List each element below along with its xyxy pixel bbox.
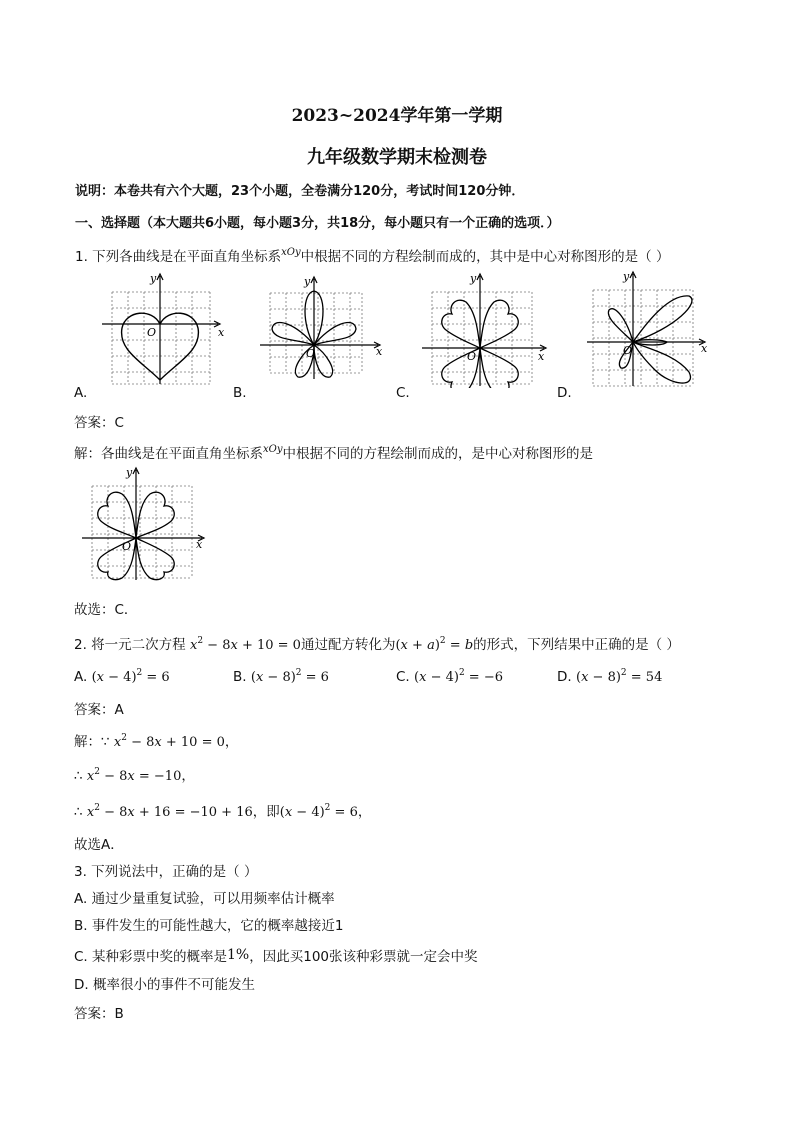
q1-figure-a xyxy=(100,270,230,390)
q1-stem xyxy=(75,245,669,265)
axis-x-label: x xyxy=(701,342,708,355)
q2-answer: 答案：A xyxy=(74,702,124,718)
q1-conclusion: 故选：C． xyxy=(74,602,138,618)
q2-solution-label: 解： xyxy=(74,734,101,750)
q2-step3-result: $(x - 4)^2 = 6$ xyxy=(279,803,358,820)
q2-option-a-expr: $(x - 4)^2 = 6$ xyxy=(91,668,170,685)
section-heading: 一、选择题（本大题共6小题，每小题3分，共18分，每小题只有一个正确的选项．） xyxy=(75,216,560,231)
q2-step2-expr: $x^2 - 8x = -10$ xyxy=(86,767,182,784)
q1-solution-figure xyxy=(80,466,212,582)
q1-solution-text-2: 中根据不同的方程绘制而成的，是中心对称图形的是 xyxy=(282,446,593,462)
q1-figure-b xyxy=(258,275,388,385)
q2-conclusion: 故选A． xyxy=(74,837,124,853)
axis-y-label: y xyxy=(150,272,157,285)
q3-option-c-text: C. 某种彩票中奖的概率是 xyxy=(74,949,228,965)
therefore-symbol: ∴ xyxy=(74,804,83,820)
q1-option-a[interactable]: A. xyxy=(74,385,88,401)
therefore-symbol: ∴ xyxy=(74,768,83,784)
because-symbol: ∵ xyxy=(101,734,110,750)
q1-coord-label: xOy xyxy=(263,444,283,455)
q1-solution xyxy=(74,442,593,462)
q2-step3-connector: ，即 xyxy=(252,804,280,820)
q2-form: $(x + a)^2 = b$ xyxy=(395,636,474,653)
q3-stem: 3. 下列说法中，正确的是（ ） xyxy=(74,864,258,880)
q2-solution-step1 xyxy=(74,730,238,750)
exam-subtitle: 九年级数学期末检测卷 xyxy=(307,147,487,168)
axis-x-label: x xyxy=(376,345,383,358)
q3-option-a[interactable]: A. 通过少量重复试验，可以用频率估计概率 xyxy=(74,891,335,907)
q2-option-c[interactable] xyxy=(396,668,503,685)
q2-option-b-expr: $(x - 8)^2 = 6$ xyxy=(250,668,329,685)
q1-option-b[interactable]: B. xyxy=(233,385,247,401)
q2-equation: $x^2 - 8x + 10 = 0$ xyxy=(189,636,301,653)
q3-option-c[interactable] xyxy=(74,945,478,965)
q1-figure-c xyxy=(420,272,552,388)
axis-y-label: y xyxy=(304,275,311,288)
q1-solution-text: 解：各曲线是在平面直角坐标系 xyxy=(74,446,263,462)
q2-step3-expr: $x^2 - 8x + 16 = -10 + 16$ xyxy=(86,803,253,820)
axis-y-label: y xyxy=(623,270,630,283)
q2-option-d[interactable] xyxy=(557,668,662,685)
origin-label: O xyxy=(147,326,157,339)
q3-option-d[interactable]: D. 概率很小的事件不可能发生 xyxy=(74,977,255,993)
q2-option-c-label: C. xyxy=(396,669,410,685)
q2-stem-text-2: 通过配方转化为 xyxy=(300,637,396,653)
page-title: 2023~2024学年第一学期 xyxy=(291,106,503,126)
axis-x-label: x xyxy=(218,326,225,339)
axis-x-label: x xyxy=(538,350,545,363)
q3-option-c-text-2: ，因此买100张该种彩票就一定会中奖 xyxy=(249,949,478,965)
q2-stem xyxy=(74,633,680,653)
axis-y-label: y xyxy=(470,272,477,285)
comma: ， xyxy=(224,734,239,750)
q3-answer: 答案：B xyxy=(74,1006,124,1022)
q2-stem-text-3: 的形式，下列结果中正确的是（ ） xyxy=(473,637,680,653)
q3-option-b[interactable]: B. 事件发生的可能性越大，它的概率越接近1 xyxy=(74,918,344,934)
q2-stem-text: 2. 将一元二次方程 xyxy=(74,637,186,653)
q1-coord-label: xOy xyxy=(281,247,301,258)
q2-option-d-expr: $(x - 8)^2 = 54$ xyxy=(575,668,663,685)
origin-label: O xyxy=(122,540,132,553)
axis-x-label: x xyxy=(196,538,203,551)
q2-solution-step3 xyxy=(74,800,371,820)
origin-label: O xyxy=(306,347,316,360)
q1-stem-text: 1. 下列各曲线是在平面直角坐标系 xyxy=(75,249,282,265)
q2-option-d-label: D. xyxy=(557,669,572,685)
q1-answer: 答案：C xyxy=(74,415,124,431)
exam-note: 说明：本卷共有六个大题，23个小题，全卷满分120分，考试时间120分钟． xyxy=(75,184,525,199)
q1-option-c[interactable]: C. xyxy=(396,385,410,401)
axis-y-label: y xyxy=(126,466,133,479)
q3-percent: 1% xyxy=(227,947,250,963)
q1-figure-d xyxy=(585,270,715,390)
comma: ， xyxy=(357,804,372,820)
q1-option-d[interactable]: D. xyxy=(557,385,572,401)
origin-label: O xyxy=(623,344,633,357)
q1-stem-text-2: 中根据不同的方程绘制而成的，其中是中心对称图形的是（ ） xyxy=(300,249,670,265)
q2-option-a-label: A. xyxy=(74,669,88,685)
q2-solution-step2 xyxy=(74,764,195,784)
q2-option-a[interactable] xyxy=(74,668,170,685)
origin-label: O xyxy=(467,350,477,363)
q2-option-c-expr: $(x - 4)^2 = -6$ xyxy=(414,668,503,685)
q2-step1-expr: $x^2 - 8x + 10 = 0$ xyxy=(113,733,225,750)
q2-option-b[interactable] xyxy=(233,668,329,685)
comma: ， xyxy=(181,768,195,784)
q2-option-b-label: B. xyxy=(233,669,247,685)
